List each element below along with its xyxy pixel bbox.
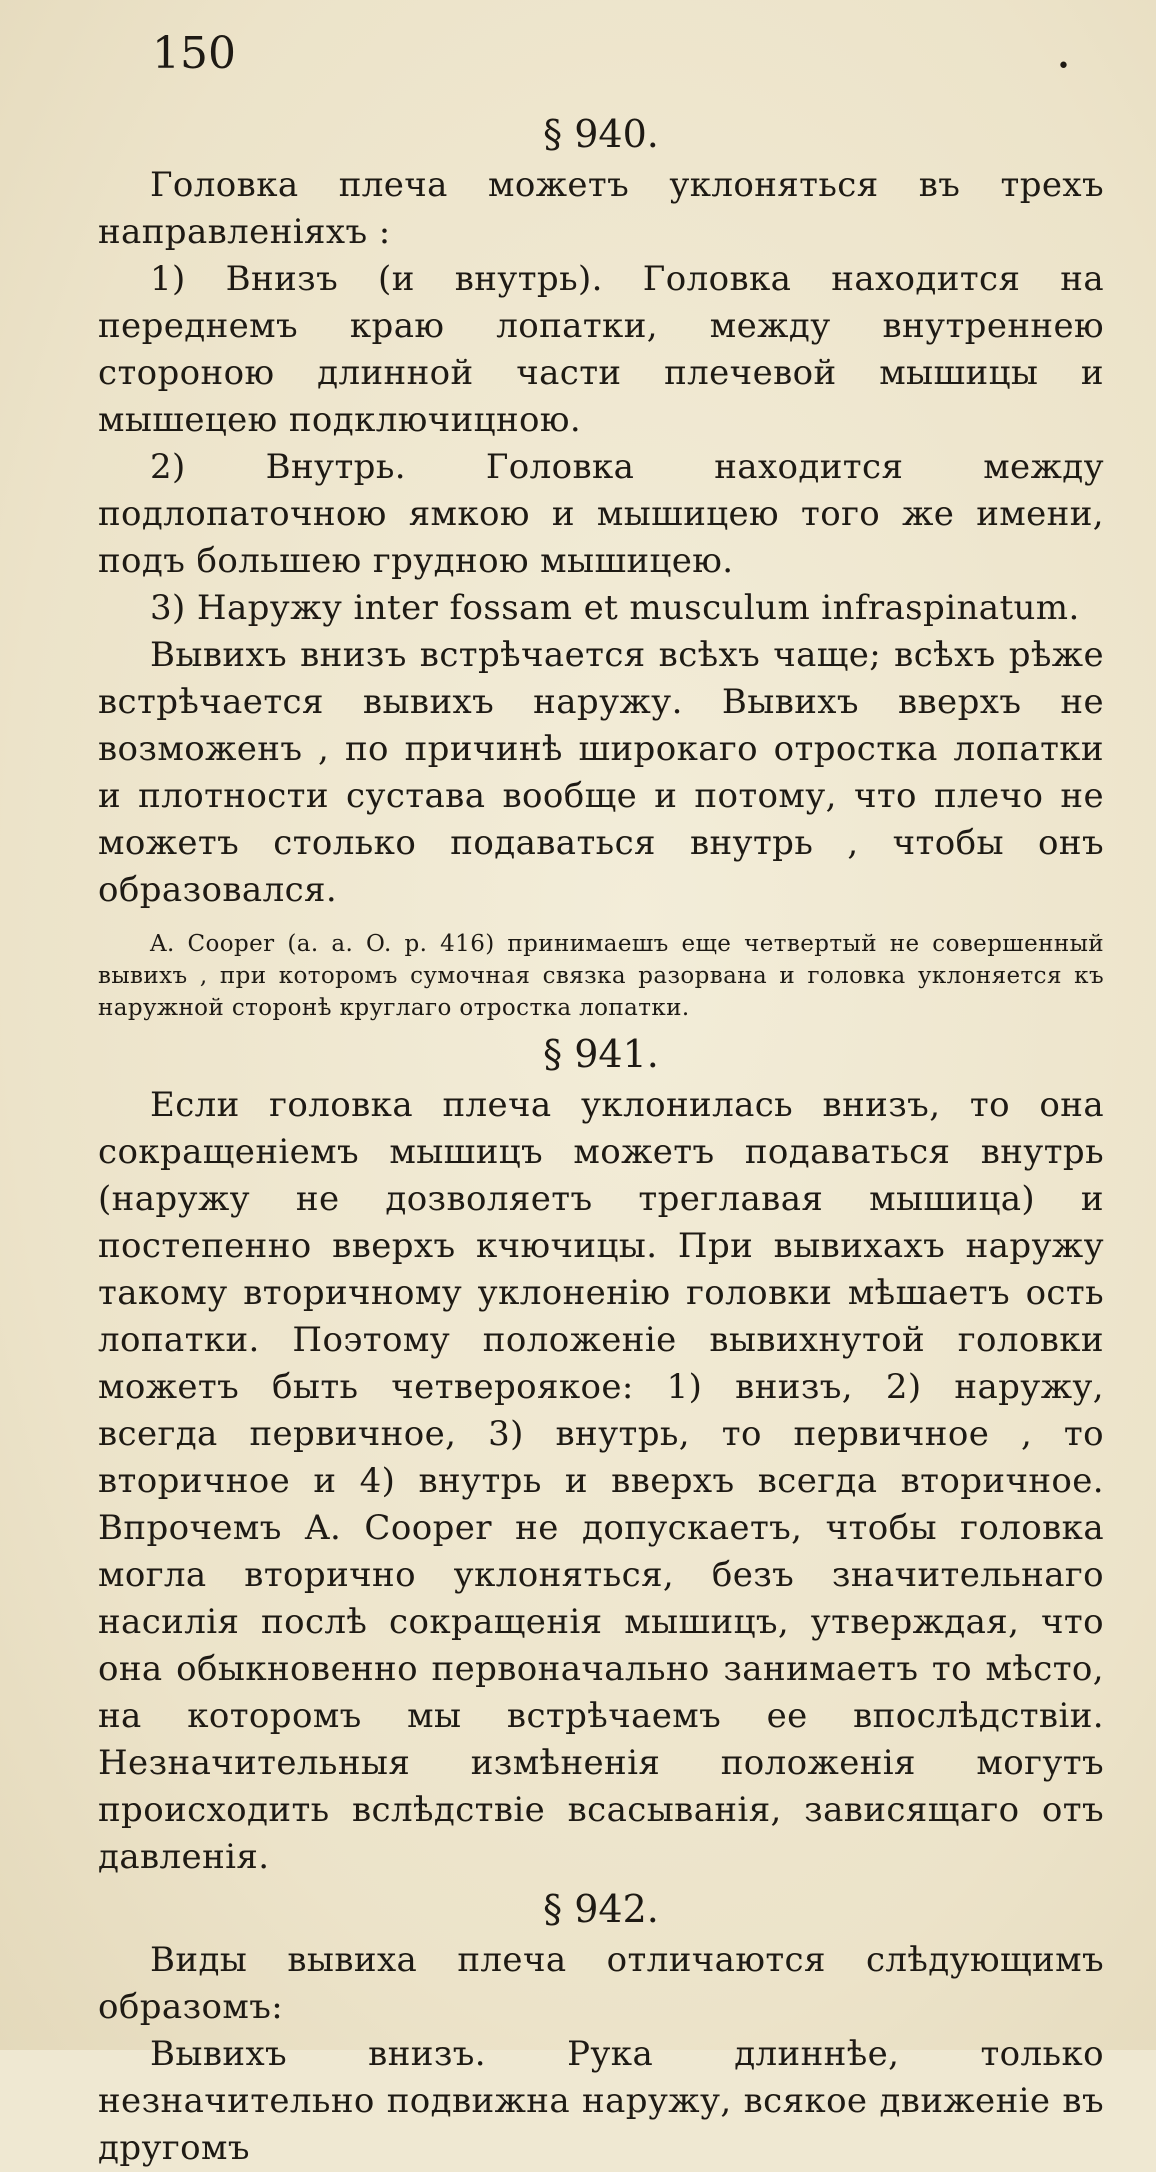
- section-heading-942: § 942.: [543, 1887, 659, 1931]
- page-number: 150: [152, 28, 236, 79]
- corner-mark: •: [1057, 54, 1070, 79]
- section-heading-941: § 941.: [543, 1032, 659, 1076]
- paragraph-types-intro: Виды вывиха плеча отличаются слѣдующимъ образомъ:: [98, 1940, 1104, 2027]
- paragraph-frequency: Вывихъ внизъ встрѣчается всѣхъ чаще; всѣхъ рѣже встрѣчается вывихъ наружу. Вывихъ вверхъ не возможенъ , по причинѣ широкаго отростка лопатки и плотности сустава вообще и потому, что плечо не можетъ столько подаваться внутрь , чтобы онъ образовался.: [98, 635, 1104, 910]
- paragraph-secondary-displacement: Если головка плеча уклонилась внизъ, то она сокращеніемъ мышицъ можетъ подаваться внутрь (наружу не дозволяетъ треглавая мышица) и постепенно вверхъ кчючицы. При вывихахъ наружу такому вторичному уклоненію головки мѣшаетъ ость лопатки. Поэтому положеніе вывихнутой головки можетъ быть четвероякое: 1) внизъ, 2) наружу, всегда первичное, 3) внутрь, то первичное , то вторичное и 4) внутрь и вверхъ всегда вторичное. Впрочемъ A. Cooper не допускаетъ, чтобы головка могла вторично уклоняться, безъ значительнаго насилія послѣ сокращенія мышицъ, утверждая, что она обыкновенно первоначально занимаетъ то мѣсто, на которомъ мы встрѣчаемъ ее впослѣдствіи. Незначительныя измѣненія положенія могутъ происходить вслѣдствіе всасыванія, зависящаго отъ давленія.: [98, 1085, 1104, 1877]
- paragraph-directions-intro: Головка плеча можетъ уклоняться въ трехъ направленіяхъ :: [98, 165, 1104, 252]
- paragraph-direction-inward: 2) Внутрь. Головка находится между подлопаточною ямкою и мышицею того же имени, подъ большею грудною мышицею.: [98, 447, 1104, 581]
- paragraph-direction-down: 1) Внизъ (и внутрь). Головка находится на переднемъ краю лопатки, между внутреннею стороною длинной части плечевой мышицы и мышецею подключицною.: [98, 259, 1104, 440]
- paragraph-dislocation-down: Вывихъ внизъ. Рука длиннѣе, только незначительно подвижна наружу, всякое движеніе въ другомъ: [98, 2034, 1104, 2168]
- page-text: [98, 106, 1104, 2172]
- footnote-cooper: A. Cooper (a. a. O. p. 416) принимаешъ еще четвертый не совершенный вывихъ , при которомъ сумочная связка разорвана и головка уклоняется къ наружной сторонѣ круглаго отростка лопатки.: [98, 931, 1104, 1021]
- paragraph-direction-outward: 3) Наружу inter fossam et musculum infraspinatum.: [150, 588, 1080, 628]
- section-heading-940: § 940.: [543, 112, 659, 156]
